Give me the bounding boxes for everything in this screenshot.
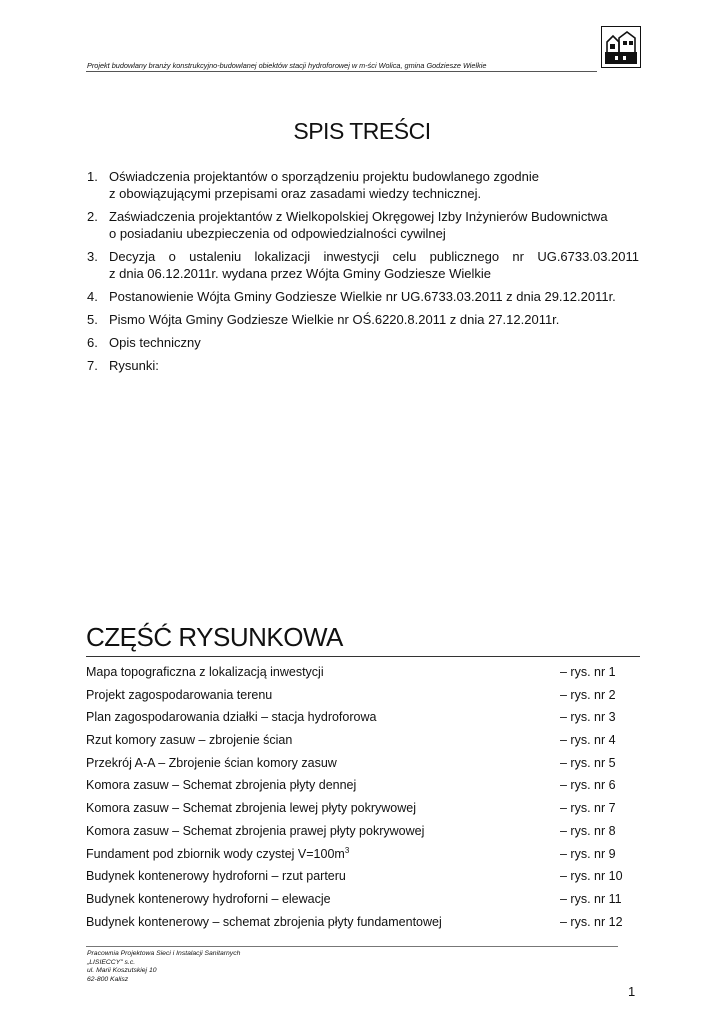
drawing-label: Fundament pod zbiornik wody czystej V=100m <box>86 846 345 861</box>
drawing-ref: – rys. nr 10 <box>560 869 623 884</box>
drawing-row <box>86 888 640 911</box>
toc-item-number: 5. <box>87 312 98 327</box>
footer <box>87 950 240 984</box>
drawing-ref: – rys. nr 3 <box>560 710 616 725</box>
drawing-row <box>86 729 640 752</box>
drawing-label: Budynek kontenerowy hydroforni – rzut parteru <box>86 869 346 884</box>
drawing-label: Rzut komory zasuw – zbrojenie ścian <box>86 733 293 748</box>
drawing-label: Mapa topograficzna z lokalizacją inwestycji <box>86 665 324 679</box>
drawing-label: Komora zasuw – Schemat zbrojenia płyty dennej <box>86 778 357 793</box>
drawing-row <box>86 752 640 775</box>
section-title: CZĘŚĆ RYSUNKOWA <box>86 622 343 652</box>
toc-item-number: 3. <box>87 249 98 264</box>
drawings-list <box>86 661 640 933</box>
toc-item-text: Postanowienie Wójta Gminy Godziesze Wielkie nr UG.6733.03.2011 z dnia 29.12.2011r. <box>109 289 616 304</box>
drawing-label: Przekrój A-A – Zbrojenie ścian komory zasuw <box>86 755 337 770</box>
header-text: Projekt budowlany branży konstrukcyjno-budowlanej obiektów stacji hydroforowej w m-ści Wolica, gmina Godziesze Wielkie <box>87 61 487 70</box>
page-title: SPIS TREŚCI <box>293 118 431 144</box>
table-of-contents <box>87 168 639 380</box>
drawing-ref: – rys. nr 5 <box>560 755 616 770</box>
drawing-row <box>86 774 640 797</box>
footer-company-name: Pracownia Projektowa Sieci i Instalacji Sanitarnych <box>87 950 241 957</box>
toc-item-number: 1. <box>87 169 98 184</box>
toc-item-text-cont: z dnia 06.12.2011r. wydana przez Wójta Gminy Godziesze Wielkie <box>109 266 491 281</box>
toc-item-text-cont: z obowiązującymi przepisami oraz zasadami wiedzy technicznej. <box>109 186 482 201</box>
footer-street: ul. Marii Koszutskiej 10 <box>87 967 157 975</box>
header-divider <box>86 71 597 72</box>
toc-item-text: Oświadczenia projektantów o sporządzeniu projektu budowlanego zgodnie <box>109 169 539 184</box>
drawing-label-superscript: 3 <box>344 845 350 855</box>
toc-item-text-cont: o posiadaniu ubezpieczenia od odpowiedzialności cywilnej <box>109 226 446 241</box>
drawing-row <box>86 661 640 684</box>
company-logo-icon <box>601 26 641 68</box>
toc-item-text: Rysunki: <box>109 358 159 373</box>
page-number: 1 <box>628 984 636 999</box>
drawing-ref: – rys. nr 9 <box>560 846 616 861</box>
toc-item <box>87 311 639 328</box>
toc-item-text: Pismo Wójta Gminy Godziesze Wielkie nr OŚ.6220.8.2011 z dnia 27.12.2011r. <box>109 312 560 327</box>
drawing-label-wrap <box>86 843 349 866</box>
drawing-row <box>86 797 640 820</box>
toc-item-number: 6. <box>87 335 98 350</box>
drawing-ref: – rys. nr 2 <box>560 687 616 702</box>
drawing-label: Budynek kontenerowy – schemat zbrojenia płyty fundamentowej <box>86 914 442 929</box>
toc-item <box>87 168 639 202</box>
toc-item-text: Decyzja o ustaleniu lokalizacji inwestycji celu publicznego nr UG.6733.03.2011 <box>109 249 639 264</box>
drawing-ref: – rys. nr 8 <box>560 823 616 838</box>
toc-item <box>87 248 639 282</box>
drawing-ref: – rys. nr 1 <box>560 665 616 679</box>
toc-item <box>87 357 639 374</box>
drawing-ref: – rys. nr 11 <box>560 891 622 906</box>
drawing-label: Projekt zagospodarowania terenu <box>86 687 273 702</box>
toc-item-text: Opis techniczny <box>109 335 201 350</box>
drawing-ref: – rys. nr 7 <box>560 801 616 816</box>
drawing-row <box>86 706 640 729</box>
drawing-ref: – rys. nr 12 <box>560 914 623 929</box>
drawing-row <box>86 843 640 866</box>
toc-item-text: Zaświadczenia projektantów z Wielkopolskiej Okręgowej Izby Inżynierów Budownictwa <box>109 209 608 224</box>
footer-city: 62-800 Kalisz <box>87 975 129 983</box>
footer-divider <box>86 946 618 947</box>
toc-item-number: 7. <box>87 358 98 373</box>
drawing-label: Komora zasuw – Schemat zbrojenia prawej płyty pokrywowej <box>86 823 425 838</box>
drawing-ref: – rys. nr 6 <box>560 778 616 793</box>
toc-item <box>87 288 639 305</box>
drawing-row <box>86 911 640 934</box>
drawing-label: Budynek kontenerowy hydroforni – elewacje <box>86 891 331 906</box>
toc-item-number: 4. <box>87 289 98 304</box>
section-divider <box>86 656 640 657</box>
toc-item-number: 2. <box>87 209 98 224</box>
toc-item <box>87 334 639 351</box>
drawing-label: Plan zagospodarowania działki – stacja hydroforowa <box>86 710 377 725</box>
toc-item <box>87 208 639 242</box>
footer-company-short: „LISIECCY" s.c. <box>87 958 136 966</box>
drawing-label: Komora zasuw – Schemat zbrojenia lewej płyty pokrywowej <box>86 801 417 816</box>
drawing-row <box>86 865 640 888</box>
drawing-ref: – rys. nr 4 <box>560 733 616 748</box>
drawing-row <box>86 820 640 843</box>
drawing-row <box>86 684 640 707</box>
